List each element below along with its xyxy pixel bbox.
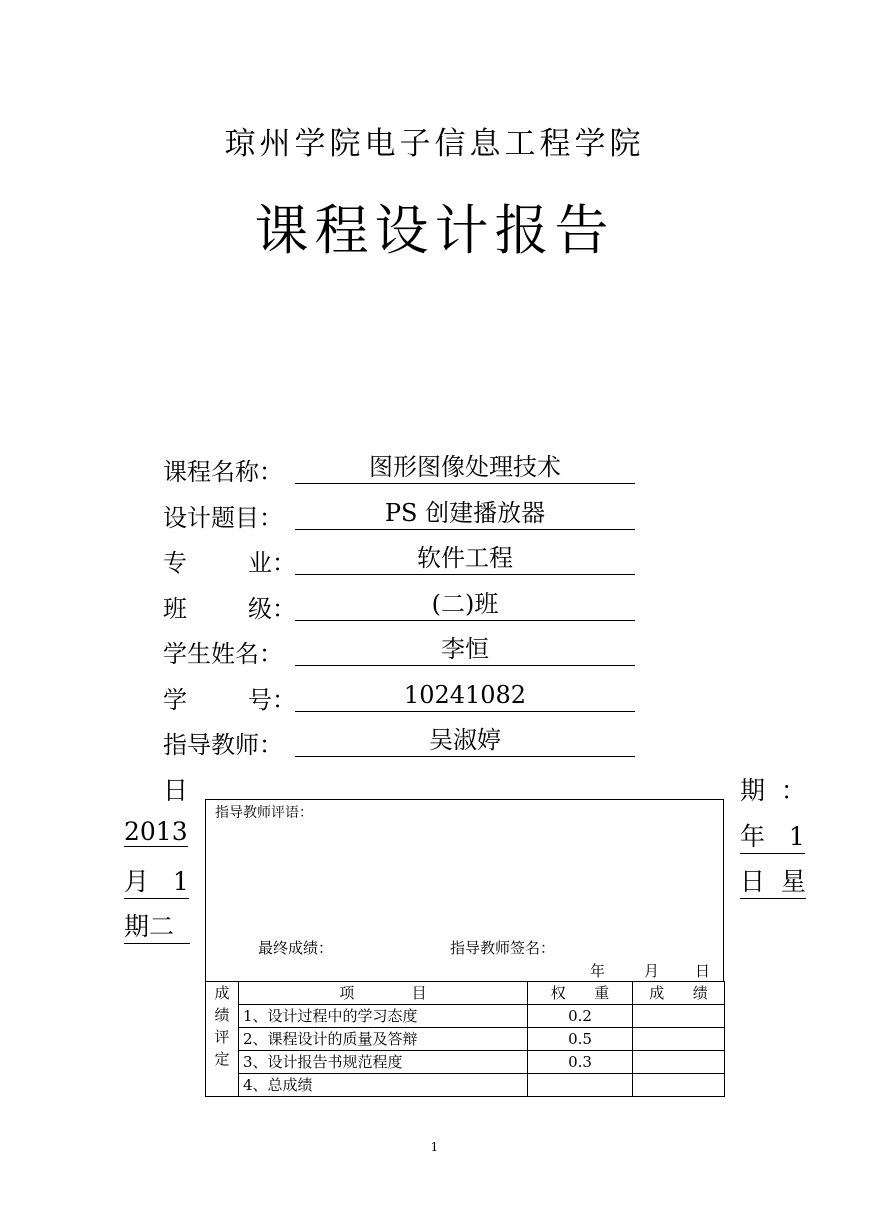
school-name: 琼州学院电子信息工程学院 <box>224 126 645 162</box>
table-row <box>206 1074 725 1097</box>
date-fragment-qi-er: 期二 <box>124 907 190 944</box>
grade-side-char: 评 <box>214 1028 230 1046</box>
row-item: 2、课程设计的质量及答辩 <box>239 1028 528 1051</box>
date-fragment-ri-xing: 日 星 <box>740 862 806 899</box>
grade-side-char: 绩 <box>214 1006 230 1024</box>
row-score <box>633 1028 725 1051</box>
info-value: PS 创建播放器 <box>295 498 635 530</box>
teacher-comment-label: 指导教师评语： <box>215 805 313 821</box>
info-value: (二)班 <box>295 589 635 621</box>
info-value: 吴淑婷 <box>295 725 635 757</box>
header-item: 项 目 <box>239 982 528 1005</box>
table-row <box>206 1005 725 1028</box>
table-row <box>206 1028 725 1051</box>
grade-side-label <box>206 982 239 1097</box>
date-year-label: 年 <box>590 962 606 980</box>
row-weight: 0.2 <box>528 1005 633 1028</box>
report-title: 课程设计报告 <box>254 199 615 262</box>
row-score <box>633 1005 725 1028</box>
row-weight: 0.5 <box>528 1028 633 1051</box>
date-month-label: 月 <box>644 962 660 980</box>
teacher-signature-label: 指导教师签名： <box>450 939 556 957</box>
info-label: 学 号： <box>163 686 297 714</box>
info-value: 软件工程 <box>295 543 635 575</box>
info-value: 图形图像处理技术 <box>295 452 635 484</box>
date-fragment-yue: 月 1 <box>124 862 189 899</box>
date-fragment-year-number: 2013 <box>124 817 188 846</box>
teacher-evaluation-box <box>205 799 724 982</box>
info-value: 10241082 <box>295 680 635 712</box>
row-weight: 0.3 <box>528 1051 633 1074</box>
date-fragment-nian: 年 1 <box>740 817 805 854</box>
page-number: 1 <box>430 1140 439 1154</box>
info-label: 专 业： <box>163 549 297 577</box>
info-label: 指导教师： <box>163 731 283 759</box>
row-item: 4、总成绩 <box>239 1074 528 1097</box>
info-label: 设计题目： <box>163 504 283 532</box>
date-fragment-qi: 期 ： <box>740 776 806 805</box>
row-score <box>633 1074 725 1097</box>
grade-side-char: 成 <box>214 984 230 1002</box>
header-weight: 权 重 <box>528 982 633 1005</box>
row-item: 1、设计过程中的学习态度 <box>239 1005 528 1028</box>
date-day-label: 日 <box>695 962 711 980</box>
row-weight <box>528 1074 633 1097</box>
grade-side-char: 定 <box>214 1050 230 1068</box>
info-value: 李恒 <box>295 634 635 666</box>
final-grade-label: 最终成绩： <box>258 939 334 957</box>
grade-table <box>205 981 725 1097</box>
row-item: 3、设计报告书规范程度 <box>239 1051 528 1074</box>
date-fragment-ri: 日 <box>163 776 189 805</box>
grade-table-header-row <box>206 982 725 1005</box>
row-score <box>633 1051 725 1074</box>
info-label: 课程名称： <box>163 458 283 486</box>
header-score: 成 绩 <box>633 982 725 1005</box>
info-label: 班 级： <box>163 595 297 623</box>
info-label: 学生姓名： <box>163 640 283 668</box>
table-row <box>206 1051 725 1074</box>
